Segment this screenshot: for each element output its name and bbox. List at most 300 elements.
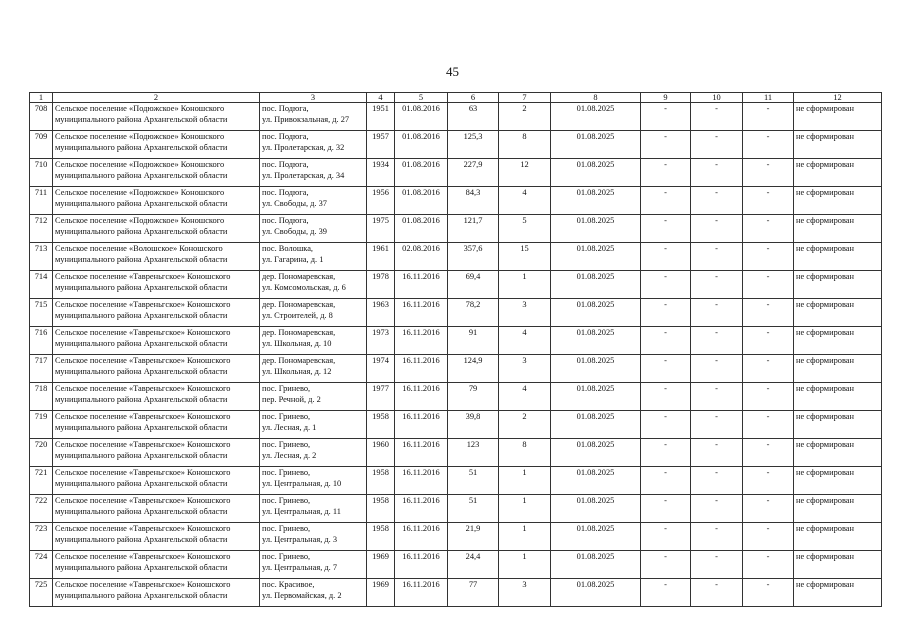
empty-value-cell: - <box>743 327 794 355</box>
settlement-line: Сельское поселение «Тавреньгское» Коношского <box>55 384 231 393</box>
settlement-line: Сельское поселение «Тавреньгское» Коношского <box>55 552 231 561</box>
row-number-cell: 719 <box>30 411 53 439</box>
address-cell <box>260 299 367 327</box>
empty-value-cell: - <box>691 523 743 551</box>
settlement-cell <box>53 495 260 523</box>
status-cell: не сформирован <box>794 383 882 411</box>
planned-date-cell: 01.08.2025 <box>551 215 641 243</box>
row-number-cell: 717 <box>30 355 53 383</box>
column-number: 12 <box>794 93 882 103</box>
empty-value-cell: - <box>641 579 691 607</box>
settlement-cell <box>53 411 260 439</box>
date-cell: 16.11.2016 <box>395 271 448 299</box>
address-line: дер. Пономаревская, <box>262 300 336 309</box>
row-number-cell: 722 <box>30 495 53 523</box>
address-line: пос. Подюга, <box>262 216 309 225</box>
empty-value-cell: - <box>641 411 691 439</box>
settlement-line: муниципального района Архангельской области <box>55 506 228 516</box>
empty-value-cell: - <box>743 271 794 299</box>
column-number: 6 <box>448 93 499 103</box>
area-cell: 21,9 <box>448 523 499 551</box>
area-cell: 124,9 <box>448 355 499 383</box>
settlement-line: Сельское поселение «Тавреньгское» Коношского <box>55 580 231 589</box>
address-cell <box>260 215 367 243</box>
settlement-line: муниципального района Архангельской области <box>55 478 228 488</box>
settlement-line: Сельское поселение «Тавреньгское» Коношского <box>55 412 231 421</box>
status-cell: не сформирован <box>794 495 882 523</box>
row-number-cell: 720 <box>30 439 53 467</box>
planned-date-cell: 01.08.2025 <box>551 467 641 495</box>
address-line: ул. Лесная, д. 1 <box>262 422 317 432</box>
year-cell: 1958 <box>367 523 395 551</box>
table-row <box>30 327 882 355</box>
settlement-cell <box>53 523 260 551</box>
address-cell <box>260 495 367 523</box>
address-line: ул. Привокзальная, д. 27 <box>262 114 350 124</box>
empty-value-cell: - <box>691 383 743 411</box>
count-cell: 8 <box>499 131 551 159</box>
table-row <box>30 215 882 243</box>
address-line: ул. Пролетарская, д. 34 <box>262 170 345 180</box>
address-cell <box>260 579 367 607</box>
year-cell: 1973 <box>367 327 395 355</box>
year-cell: 1975 <box>367 215 395 243</box>
date-cell: 16.11.2016 <box>395 439 448 467</box>
empty-value-cell: - <box>641 523 691 551</box>
year-cell: 1934 <box>367 159 395 187</box>
empty-value-cell: - <box>641 355 691 383</box>
count-cell: 1 <box>499 467 551 495</box>
address-cell <box>260 523 367 551</box>
count-cell: 1 <box>499 523 551 551</box>
row-number-cell: 710 <box>30 159 53 187</box>
address-line: пос. Гринево, <box>262 384 311 393</box>
year-cell: 1963 <box>367 299 395 327</box>
column-number: 4 <box>367 93 395 103</box>
year-cell: 1969 <box>367 579 395 607</box>
table-row <box>30 383 882 411</box>
column-number: 2 <box>53 93 260 103</box>
settlement-cell <box>53 243 260 271</box>
table-row <box>30 243 882 271</box>
empty-value-cell: - <box>641 187 691 215</box>
settlement-line: муниципального района Архангельской области <box>55 590 228 600</box>
table-row <box>30 355 882 383</box>
empty-value-cell: - <box>641 215 691 243</box>
address-line: пос. Волошка, <box>262 244 314 253</box>
count-cell: 4 <box>499 187 551 215</box>
address-cell <box>260 467 367 495</box>
empty-value-cell: - <box>691 551 743 579</box>
settlement-cell <box>53 579 260 607</box>
settlement-line: Сельское поселение «Подюжское» Коношского <box>55 104 225 113</box>
empty-value-cell: - <box>743 131 794 159</box>
status-cell: не сформирован <box>794 243 882 271</box>
row-number-cell: 712 <box>30 215 53 243</box>
date-cell: 01.08.2016 <box>395 159 448 187</box>
address-cell <box>260 383 367 411</box>
planned-date-cell: 01.08.2025 <box>551 355 641 383</box>
year-cell: 1961 <box>367 243 395 271</box>
address-line: пос. Гринево, <box>262 412 311 421</box>
date-cell: 16.11.2016 <box>395 523 448 551</box>
settlement-line: Сельское поселение «Тавреньгское» Коношского <box>55 328 231 337</box>
column-number: 9 <box>641 93 691 103</box>
date-cell: 16.11.2016 <box>395 327 448 355</box>
empty-value-cell: - <box>641 495 691 523</box>
planned-date-cell: 01.08.2025 <box>551 103 641 131</box>
date-cell: 16.11.2016 <box>395 467 448 495</box>
settlement-line: муниципального района Архангельской области <box>55 170 228 180</box>
empty-value-cell: - <box>641 299 691 327</box>
address-line: ул. Свободы, д. 39 <box>262 226 327 236</box>
year-cell: 1957 <box>367 131 395 159</box>
empty-value-cell: - <box>743 187 794 215</box>
area-cell: 123 <box>448 439 499 467</box>
settlement-line: Сельское поселение «Подюжское» Коношского <box>55 132 225 141</box>
settlement-cell <box>53 551 260 579</box>
table-row <box>30 271 882 299</box>
address-cell <box>260 439 367 467</box>
year-cell: 1960 <box>367 439 395 467</box>
address-line: пос. Гринево, <box>262 440 311 449</box>
empty-value-cell: - <box>641 243 691 271</box>
settlement-cell <box>53 271 260 299</box>
area-cell: 63 <box>448 103 499 131</box>
address-line: пос. Подюга, <box>262 104 309 113</box>
empty-value-cell: - <box>743 383 794 411</box>
settlement-line: муниципального района Архангельской области <box>55 338 228 348</box>
planned-date-cell: 01.08.2025 <box>551 299 641 327</box>
date-cell: 16.11.2016 <box>395 495 448 523</box>
planned-date-cell: 01.08.2025 <box>551 439 641 467</box>
address-line: пос. Подюга, <box>262 188 309 197</box>
address-line: ул. Гагарина, д. 1 <box>262 254 324 264</box>
empty-value-cell: - <box>691 355 743 383</box>
area-cell: 51 <box>448 467 499 495</box>
page-number: 45 <box>446 64 459 79</box>
empty-value-cell: - <box>691 271 743 299</box>
status-cell: не сформирован <box>794 103 882 131</box>
settlement-line: Сельское поселение «Подюжское» Коношского <box>55 188 225 197</box>
settlement-cell <box>53 355 260 383</box>
address-line: пос. Гринево, <box>262 468 311 477</box>
housing-register-table <box>29 92 882 607</box>
year-cell: 1969 <box>367 551 395 579</box>
status-cell: не сформирован <box>794 327 882 355</box>
address-line: ул. Свободы, д. 37 <box>262 198 327 208</box>
settlement-line: муниципального района Архангельской области <box>55 422 228 432</box>
empty-value-cell: - <box>743 159 794 187</box>
area-cell: 91 <box>448 327 499 355</box>
address-line: ул. Пролетарская, д. 32 <box>262 142 345 152</box>
empty-value-cell: - <box>691 467 743 495</box>
address-cell <box>260 159 367 187</box>
area-cell: 125,3 <box>448 131 499 159</box>
count-cell: 8 <box>499 439 551 467</box>
planned-date-cell: 01.08.2025 <box>551 131 641 159</box>
settlement-line: Сельское поселение «Тавреньгское» Коношского <box>55 440 231 449</box>
empty-value-cell: - <box>641 383 691 411</box>
area-cell: 84,3 <box>448 187 499 215</box>
address-cell <box>260 551 367 579</box>
address-line: пос. Гринево, <box>262 524 311 533</box>
empty-value-cell: - <box>743 495 794 523</box>
column-number-header-row <box>30 93 882 103</box>
address-cell <box>260 355 367 383</box>
planned-date-cell: 01.08.2025 <box>551 411 641 439</box>
empty-value-cell: - <box>691 159 743 187</box>
empty-value-cell: - <box>743 243 794 271</box>
settlement-line: муниципального района Архангельской области <box>55 114 228 124</box>
status-cell: не сформирован <box>794 411 882 439</box>
settlement-cell <box>53 383 260 411</box>
row-number-cell: 709 <box>30 131 53 159</box>
empty-value-cell: - <box>641 327 691 355</box>
empty-value-cell: - <box>743 579 794 607</box>
status-cell: не сформирован <box>794 439 882 467</box>
column-number: 8 <box>551 93 641 103</box>
empty-value-cell: - <box>641 131 691 159</box>
settlement-line: муниципального района Архангельской области <box>55 254 228 264</box>
table-row <box>30 103 882 131</box>
empty-value-cell: - <box>743 523 794 551</box>
date-cell: 16.11.2016 <box>395 383 448 411</box>
address-cell <box>260 103 367 131</box>
empty-value-cell: - <box>743 215 794 243</box>
count-cell: 5 <box>499 215 551 243</box>
date-cell: 01.08.2016 <box>395 215 448 243</box>
address-line: ул. Лесная, д. 2 <box>262 450 317 460</box>
settlement-line: Сельское поселение «Тавреньгское» Коношского <box>55 272 231 281</box>
table-row <box>30 495 882 523</box>
year-cell: 1958 <box>367 467 395 495</box>
table-row <box>30 523 882 551</box>
address-line: ул. Центральная, д. 7 <box>262 562 338 572</box>
count-cell: 3 <box>499 579 551 607</box>
planned-date-cell: 01.08.2025 <box>551 383 641 411</box>
area-cell: 69,4 <box>448 271 499 299</box>
empty-value-cell: - <box>691 495 743 523</box>
address-line: ул. Центральная, д. 11 <box>262 506 341 516</box>
settlement-line: муниципального района Архангельской области <box>55 226 228 236</box>
settlement-line: муниципального района Архангельской области <box>55 450 228 460</box>
status-cell: не сформирован <box>794 355 882 383</box>
settlement-line: муниципального района Архангельской области <box>55 282 228 292</box>
status-cell: не сформирован <box>794 271 882 299</box>
address-line: ул. Центральная, д. 10 <box>262 478 342 488</box>
date-cell: 01.08.2016 <box>395 187 448 215</box>
column-number: 11 <box>743 93 794 103</box>
address-cell <box>260 327 367 355</box>
settlement-line: Сельское поселение «Подюжское» Коношского <box>55 160 225 169</box>
address-line: ул. Школьная, д. 10 <box>262 338 332 348</box>
count-cell: 12 <box>499 159 551 187</box>
status-cell: не сформирован <box>794 159 882 187</box>
row-number-cell: 724 <box>30 551 53 579</box>
empty-value-cell: - <box>743 299 794 327</box>
date-cell: 16.11.2016 <box>395 411 448 439</box>
address-line: ул. Центральная, д. 3 <box>262 534 338 544</box>
settlement-line: муниципального района Архангельской области <box>55 366 228 376</box>
count-cell: 2 <box>499 103 551 131</box>
area-cell: 357,6 <box>448 243 499 271</box>
settlement-line: Сельское поселение «Тавреньгское» Коношского <box>55 524 231 533</box>
empty-value-cell: - <box>641 103 691 131</box>
status-cell: не сформирован <box>794 579 882 607</box>
year-cell: 1951 <box>367 103 395 131</box>
row-number-cell: 718 <box>30 383 53 411</box>
row-number-cell: 725 <box>30 579 53 607</box>
address-line: пос. Подюга, <box>262 132 309 141</box>
row-number-cell: 715 <box>30 299 53 327</box>
settlement-cell <box>53 439 260 467</box>
address-line: ул. Школьная, д. 12 <box>262 366 332 376</box>
empty-value-cell: - <box>691 299 743 327</box>
table-row <box>30 411 882 439</box>
planned-date-cell: 01.08.2025 <box>551 551 641 579</box>
empty-value-cell: - <box>743 355 794 383</box>
status-cell: не сформирован <box>794 551 882 579</box>
row-number-cell: 721 <box>30 467 53 495</box>
empty-value-cell: - <box>691 439 743 467</box>
address-line: пос. Подюга, <box>262 160 309 169</box>
status-cell: не сформирован <box>794 131 882 159</box>
settlement-cell <box>53 299 260 327</box>
area-cell: 78,2 <box>448 299 499 327</box>
address-line: пос. Красивое, <box>262 580 315 589</box>
settlement-cell <box>53 103 260 131</box>
settlement-line: муниципального района Архангельской области <box>55 310 228 320</box>
area-cell: 77 <box>448 579 499 607</box>
planned-date-cell: 01.08.2025 <box>551 579 641 607</box>
address-line: пос. Гринево, <box>262 552 311 561</box>
address-line: ул. Строителей, д. 8 <box>262 310 333 320</box>
empty-value-cell: - <box>691 327 743 355</box>
area-cell: 39,8 <box>448 411 499 439</box>
count-cell: 4 <box>499 383 551 411</box>
year-cell: 1977 <box>367 383 395 411</box>
count-cell: 15 <box>499 243 551 271</box>
empty-value-cell: - <box>641 467 691 495</box>
count-cell: 1 <box>499 271 551 299</box>
row-number-cell: 711 <box>30 187 53 215</box>
address-line: пер. Речной, д. 2 <box>262 394 321 404</box>
settlement-line: Сельское поселение «Тавреньгское» Коношского <box>55 300 231 309</box>
settlement-line: Сельское поселение «Тавреньгское» Коношского <box>55 356 231 365</box>
count-cell: 3 <box>499 299 551 327</box>
address-cell <box>260 271 367 299</box>
status-cell: не сформирован <box>794 187 882 215</box>
status-cell: не сформирован <box>794 299 882 327</box>
row-number-cell: 713 <box>30 243 53 271</box>
table-row <box>30 551 882 579</box>
date-cell: 02.08.2016 <box>395 243 448 271</box>
empty-value-cell: - <box>691 103 743 131</box>
empty-value-cell: - <box>691 215 743 243</box>
planned-date-cell: 01.08.2025 <box>551 271 641 299</box>
address-line: ул. Комсомольская, д. 6 <box>262 282 346 292</box>
empty-value-cell: - <box>743 439 794 467</box>
count-cell: 1 <box>499 551 551 579</box>
settlement-cell <box>53 327 260 355</box>
address-line: пос. Гринево, <box>262 496 311 505</box>
date-cell: 16.11.2016 <box>395 299 448 327</box>
settlement-line: Сельское поселение «Тавреньгское» Коношского <box>55 468 231 477</box>
date-cell: 16.11.2016 <box>395 551 448 579</box>
empty-value-cell: - <box>743 467 794 495</box>
date-cell: 01.08.2016 <box>395 131 448 159</box>
settlement-cell <box>53 467 260 495</box>
empty-value-cell: - <box>691 131 743 159</box>
table-row <box>30 467 882 495</box>
count-cell: 2 <box>499 411 551 439</box>
status-cell: не сформирован <box>794 467 882 495</box>
settlement-line: муниципального района Архангельской области <box>55 534 228 544</box>
year-cell: 1956 <box>367 187 395 215</box>
year-cell: 1974 <box>367 355 395 383</box>
status-cell: не сформирован <box>794 523 882 551</box>
row-number-cell: 708 <box>30 103 53 131</box>
date-cell: 16.11.2016 <box>395 579 448 607</box>
area-cell: 227,9 <box>448 159 499 187</box>
settlement-cell <box>53 215 260 243</box>
year-cell: 1978 <box>367 271 395 299</box>
column-number: 10 <box>691 93 743 103</box>
empty-value-cell: - <box>641 159 691 187</box>
planned-date-cell: 01.08.2025 <box>551 187 641 215</box>
address-line: ул. Первомайская, д. 2 <box>262 590 342 600</box>
settlement-cell <box>53 187 260 215</box>
date-cell: 16.11.2016 <box>395 355 448 383</box>
address-cell <box>260 131 367 159</box>
count-cell: 4 <box>499 327 551 355</box>
empty-value-cell: - <box>691 411 743 439</box>
settlement-line: муниципального района Архангельской области <box>55 562 228 572</box>
table-row <box>30 187 882 215</box>
column-number: 3 <box>260 93 367 103</box>
table-row <box>30 579 882 607</box>
table-row <box>30 131 882 159</box>
settlement-line: Сельское поселение «Подюжское» Коношского <box>55 216 225 225</box>
table-row <box>30 299 882 327</box>
address-cell <box>260 243 367 271</box>
empty-value-cell: - <box>743 411 794 439</box>
empty-value-cell: - <box>743 551 794 579</box>
row-number-cell: 716 <box>30 327 53 355</box>
empty-value-cell: - <box>691 243 743 271</box>
area-cell: 121,7 <box>448 215 499 243</box>
table-row <box>30 159 882 187</box>
planned-date-cell: 01.08.2025 <box>551 523 641 551</box>
address-cell <box>260 187 367 215</box>
row-number-cell: 723 <box>30 523 53 551</box>
empty-value-cell: - <box>641 551 691 579</box>
area-cell: 79 <box>448 383 499 411</box>
settlement-line: муниципального района Архангельской области <box>55 142 228 152</box>
column-number: 7 <box>499 93 551 103</box>
settlement-line: Сельское поселение «Волошское» Коношского <box>55 244 223 253</box>
year-cell: 1958 <box>367 495 395 523</box>
settlement-line: Сельское поселение «Тавреньгское» Коношского <box>55 496 231 505</box>
empty-value-cell: - <box>743 103 794 131</box>
settlement-cell <box>53 159 260 187</box>
empty-value-cell: - <box>691 579 743 607</box>
empty-value-cell: - <box>691 187 743 215</box>
planned-date-cell: 01.08.2025 <box>551 495 641 523</box>
settlement-line: муниципального района Архангельской области <box>55 198 228 208</box>
settlement-line: муниципального района Архангельской области <box>55 394 228 404</box>
